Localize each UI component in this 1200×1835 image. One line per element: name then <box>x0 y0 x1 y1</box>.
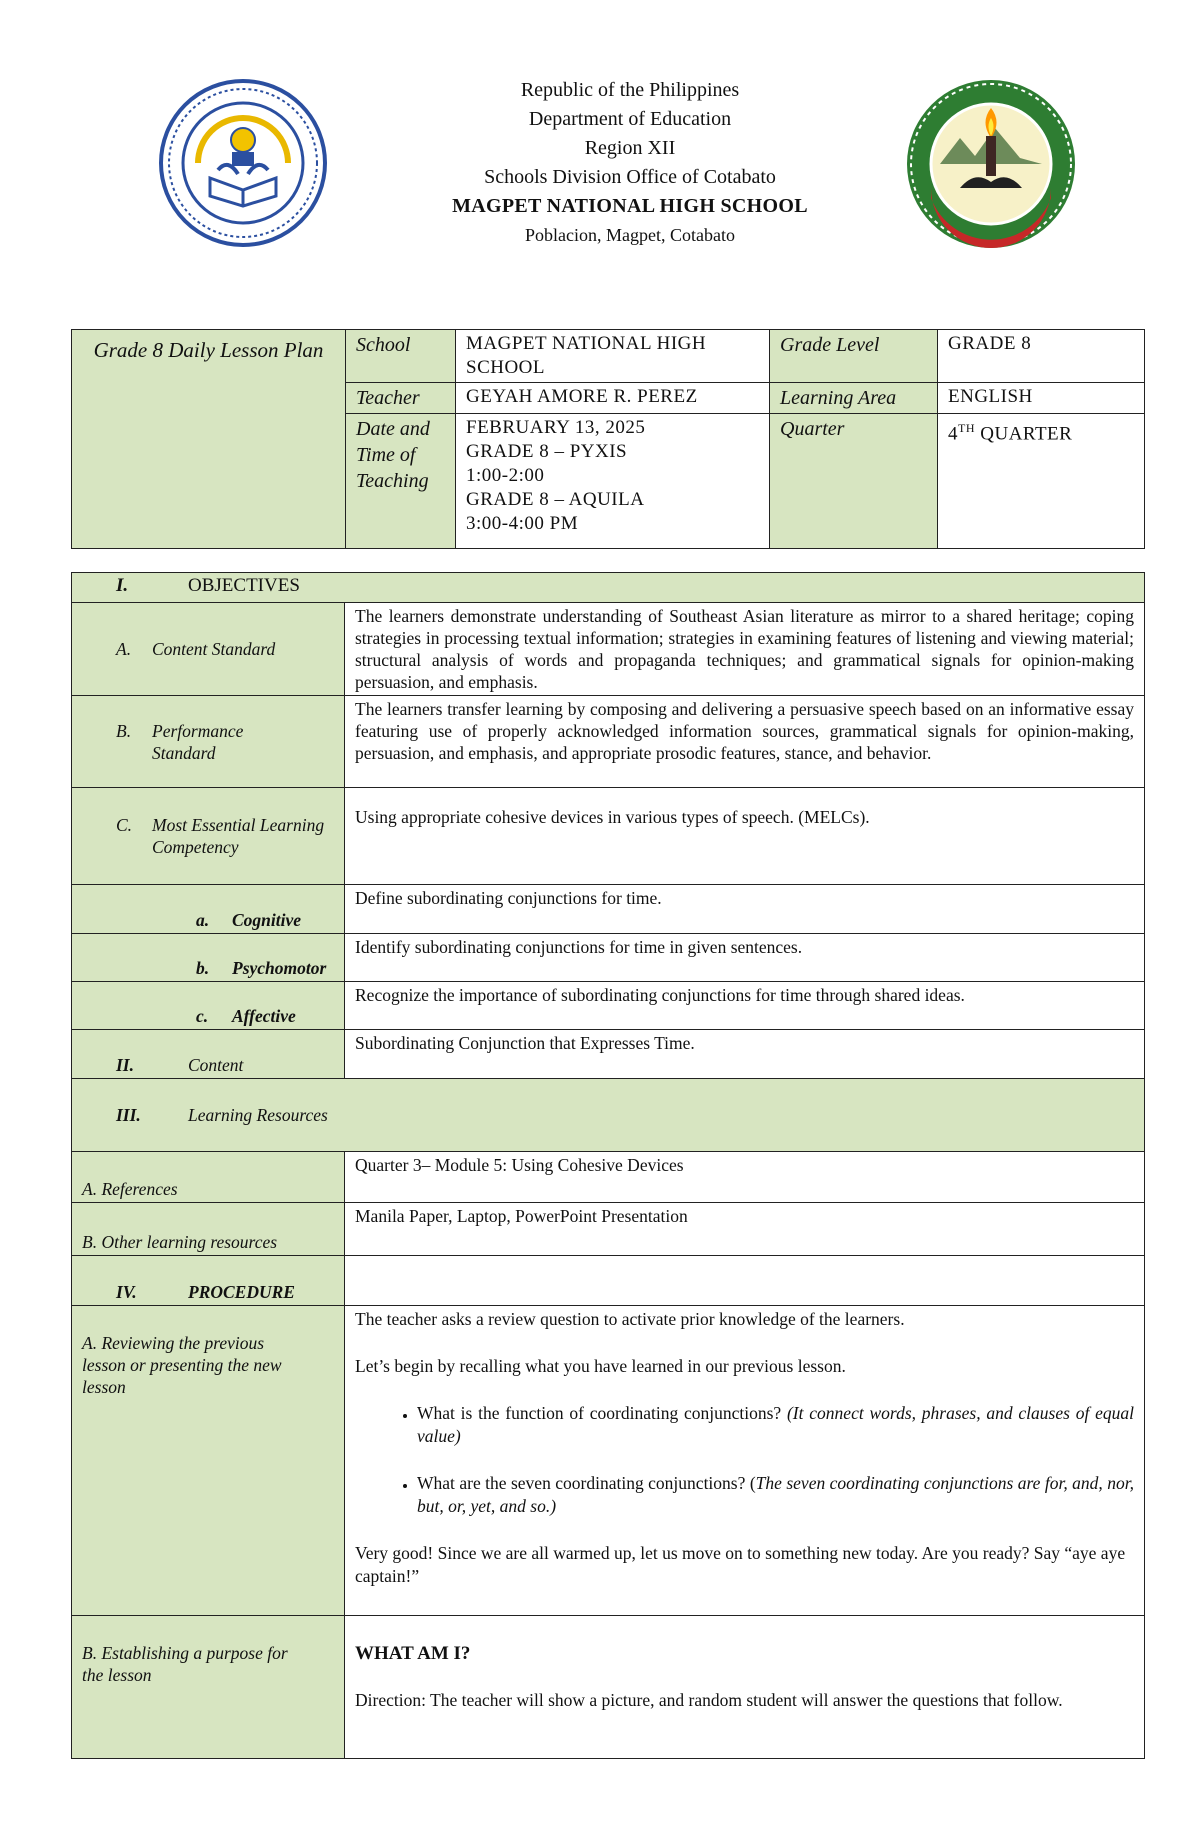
plan-title-cell <box>72 330 346 549</box>
cognitive-text: Define subordinating conjunctions for time. <box>345 885 1145 934</box>
date-line: 3:00-4:00 PM <box>466 513 579 534</box>
section-label: Content <box>188 1055 244 1075</box>
other-resources-label: B. Other learning resources <box>72 1203 345 1256</box>
date-time-value <box>456 414 770 549</box>
psychomotor-text: Identify subordinating conjunctions for time in given sentences. <box>345 934 1145 982</box>
question-text: What is the function of coordinating conjunctions? <box>417 1403 782 1423</box>
lesson-plan-table <box>71 572 1145 1759</box>
performance-standard-label <box>72 696 345 788</box>
row-letter: a. <box>196 910 210 930</box>
review-question <box>417 1402 1134 1448</box>
establishing-purpose-content <box>345 1616 1145 1759</box>
section-label: Learning Resources <box>188 1105 328 1125</box>
quarter-number: 4 <box>948 423 958 445</box>
row-label: Affective <box>232 1006 296 1026</box>
school-label: School <box>346 330 456 383</box>
row-label: A. Reviewing the previous lesson or presenting the new lesson <box>82 1333 282 1397</box>
reviewing-lesson-label <box>72 1306 345 1616</box>
objectives-num: I. <box>116 575 129 596</box>
recall-paragraph: Let’s begin by recalling what you have learned in our previous lesson. <box>355 1356 846 1376</box>
letterhead-text <box>390 76 870 250</box>
review-question <box>417 1472 1134 1518</box>
content-standard-label <box>72 603 345 696</box>
school-seal-logo <box>158 78 328 248</box>
school-name: MAGPET NATIONAL HIGH SCHOOL <box>452 195 808 217</box>
row-label: Psychomotor <box>232 958 327 978</box>
section-label: PROCEDURE <box>188 1282 295 1302</box>
objectives-title: OBJECTIVES <box>188 575 300 596</box>
date-line: FEBRUARY 13, 2025 <box>466 417 646 438</box>
row-label: Cognitive <box>232 910 302 930</box>
teacher-label: Teacher <box>346 383 456 414</box>
question-answer: (It connect words, phrases, and clauses of equal value) <box>417 1403 1134 1446</box>
row-letter: c. <box>196 1006 209 1026</box>
affective-label <box>72 982 345 1030</box>
content-text: Subordinating Conjunction that Expresses Time. <box>345 1030 1145 1079</box>
lesson-info-table <box>71 329 1145 549</box>
teacher-value: GEYAH AMORE R. PEREZ <box>456 383 770 414</box>
references-label: A. References <box>72 1152 345 1203</box>
procedure-heading <box>72 1256 345 1306</box>
question-text: What are the seven coordinating conjunctions? ( <box>417 1473 756 1493</box>
row-label: Content Standard <box>152 639 276 659</box>
row-label: Most Essential Learning Competency <box>152 815 325 857</box>
establishing-purpose-label <box>72 1616 345 1759</box>
row-letter: A. <box>116 639 132 659</box>
learning-resources-heading <box>72 1079 1145 1152</box>
date-line: 1:00-2:00 <box>466 465 545 486</box>
activity-direction: Direction: The teacher will show a picture, and random student will answer the questions that follow. <box>355 1690 1063 1710</box>
content-standard-text: The learners demonstrate understanding of Southeast Asian literature as mirror to a shared heritage; coping strategies in processing textual information; strategies in examining features of listening and viewing material; structural analysis of words and propaganda techniques; and grammatical signals for opinion-making persuasion, and emphasis. <box>345 603 1145 696</box>
learning-area-value: ENGLISH <box>938 383 1145 414</box>
header-line: Schools Division Office of Cotabato <box>484 166 776 188</box>
objectives-heading <box>72 573 1145 603</box>
date-time-label: Date and Time of Teaching <box>346 414 456 549</box>
date-line: GRADE 8 – AQUILA <box>466 489 645 510</box>
header-line: Department of Education <box>528 108 732 130</box>
cognitive-label <box>72 885 345 934</box>
plan-title: Grade 8 Daily Lesson Plan <box>93 338 324 362</box>
header-line: Region XII <box>584 137 676 159</box>
letterhead <box>0 0 1200 300</box>
melc-text: Using appropriate cohesive devices in various types of speech. (MELCs). <box>345 788 1145 885</box>
references-text: Quarter 3– Module 5: Using Cohesive Devices <box>345 1152 1145 1203</box>
content-label <box>72 1030 345 1079</box>
quarter-word: QUARTER <box>980 423 1073 445</box>
learning-area-label: Learning Area <box>770 383 938 414</box>
psychomotor-label <box>72 934 345 982</box>
quarter-suffix: TH <box>958 421 975 435</box>
section-num: III. <box>116 1105 141 1125</box>
row-label: B. Establishing a purpose for the lesson <box>82 1643 288 1685</box>
quarter-value <box>938 414 1145 549</box>
school-address: Poblacion, Magpet, Cotabato <box>525 225 735 245</box>
school-value: MAGPET NATIONAL HIGH SCHOOL <box>456 330 770 383</box>
review-question-list <box>355 1402 1134 1518</box>
row-letter: b. <box>196 958 210 978</box>
other-resources-text: Manila Paper, Laptop, PowerPoint Presentation <box>345 1203 1145 1256</box>
activity-title: WHAT AM I? <box>355 1643 471 1664</box>
reviewing-lesson-content <box>345 1306 1145 1616</box>
affective-text: Recognize the importance of subordinating conjunctions for time through shared ideas. <box>345 982 1145 1030</box>
division-seal-logo <box>900 78 1082 250</box>
closing-paragraph: Very good! Since we are all warmed up, let us move on to something new today. Are you ready? Say “aye aye captain!” <box>355 1543 1126 1586</box>
melc-label <box>72 788 345 885</box>
intro-paragraph: The teacher asks a review question to activate prior knowledge of the learners. <box>355 1309 905 1329</box>
section-num: IV. <box>116 1282 137 1302</box>
section-num: II. <box>116 1055 134 1075</box>
question-answer: The seven coordinating conjunctions are for, and, nor, but, or, yet, and so.) <box>417 1473 1135 1516</box>
date-line: GRADE 8 – PYXIS <box>466 441 628 462</box>
quarter-label: Quarter <box>770 414 938 549</box>
performance-standard-text: The learners transfer learning by composing and delivering a persuasive speech based on an informative essay featuring use of properly acknowledged information sources, grammatical signals for opinion-making, persuasion, and emphasis, and appropriate prosodic features, stance, and behavior. <box>345 696 1145 788</box>
grade-level-value: GRADE 8 <box>938 330 1145 383</box>
row-label: Performance Standard <box>152 720 244 763</box>
row-letter: B. <box>116 720 132 741</box>
header-line: Republic of the Philippines <box>520 79 740 101</box>
row-letter: C. <box>116 815 133 835</box>
grade-level-label: Grade Level <box>770 330 938 383</box>
procedure-heading-blank <box>345 1256 1145 1306</box>
